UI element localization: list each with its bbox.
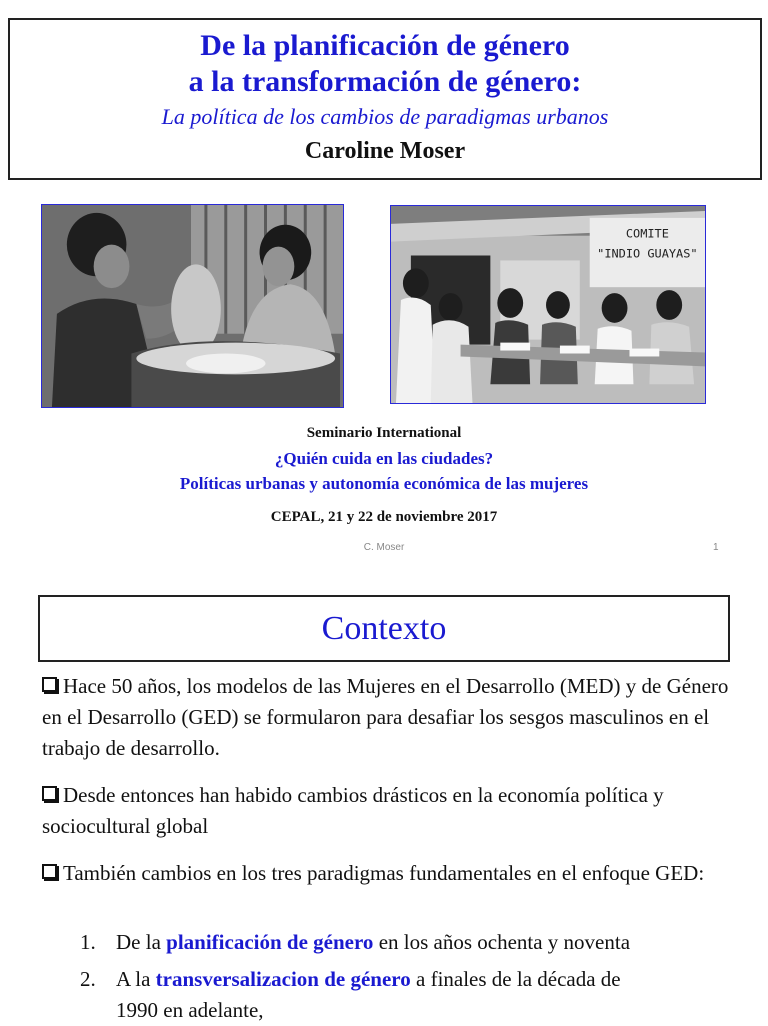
title-line-1: De la planificación de género	[200, 29, 570, 62]
item-pre: De la	[116, 930, 167, 954]
contexto-title: Contexto	[321, 610, 447, 647]
item-highlight: transversalizacion de género	[155, 967, 411, 991]
seminar-heading: Seminario International	[306, 425, 462, 441]
photo-sign-line-2: "INDIO GUAYAS"	[597, 246, 698, 261]
subtitle: La política de los cambios de paradigmas urbanos	[161, 104, 609, 129]
page-number: 1	[713, 542, 719, 553]
item-highlight: planificación de género	[166, 930, 374, 954]
item-number: 2.	[80, 967, 96, 991]
bullet-item	[42, 671, 732, 764]
numbered-item	[80, 927, 730, 958]
seminar-topic: Políticas urbanas y autonomía económica de las mujeres	[179, 474, 589, 493]
bullet-item	[42, 858, 732, 889]
photo-committee-meeting	[390, 205, 706, 404]
footer-author: C. Moser	[363, 542, 405, 553]
bullet-item	[42, 780, 732, 842]
item-pre: A la	[116, 967, 156, 991]
bullet-text: Desde entonces han habido cambios drásticos en la economía política y sociocultural global	[42, 783, 664, 838]
title-box	[8, 18, 762, 180]
seminar-question: ¿Quién cuida en las ciudades?	[274, 449, 494, 468]
photo-women-washing	[41, 204, 344, 408]
contexto-title-box	[38, 595, 730, 662]
bullet-text: También cambios en los tres paradigmas fundamentales en el enfoque GED:	[63, 861, 705, 885]
item-continuation: 1990 en adelante,	[116, 998, 264, 1022]
bullet-text: Hace 50 años, los modelos de las Mujeres en el Desarrollo (MED) y de Género en el Desarrollo (GED) se formularon para desafiar los sesgos masculinos en el trabajo de desarrollo.	[42, 674, 729, 760]
checkbox-bullet-icon	[42, 786, 57, 801]
item-post: en los años ochenta y noventa	[373, 930, 631, 954]
item-number: 1.	[80, 930, 96, 954]
photo-sign-line-1: COMITE	[625, 226, 669, 241]
checkbox-bullet-icon	[42, 864, 57, 879]
numbered-item	[80, 964, 730, 1026]
seminar-date: CEPAL, 21 y 22 de noviembre 2017	[270, 509, 498, 525]
checkbox-bullet-icon	[42, 677, 57, 692]
title-line-2: a la transformación de género:	[188, 65, 582, 98]
item-post: a finales de la década de	[410, 967, 621, 991]
author: Caroline Moser	[304, 138, 466, 164]
